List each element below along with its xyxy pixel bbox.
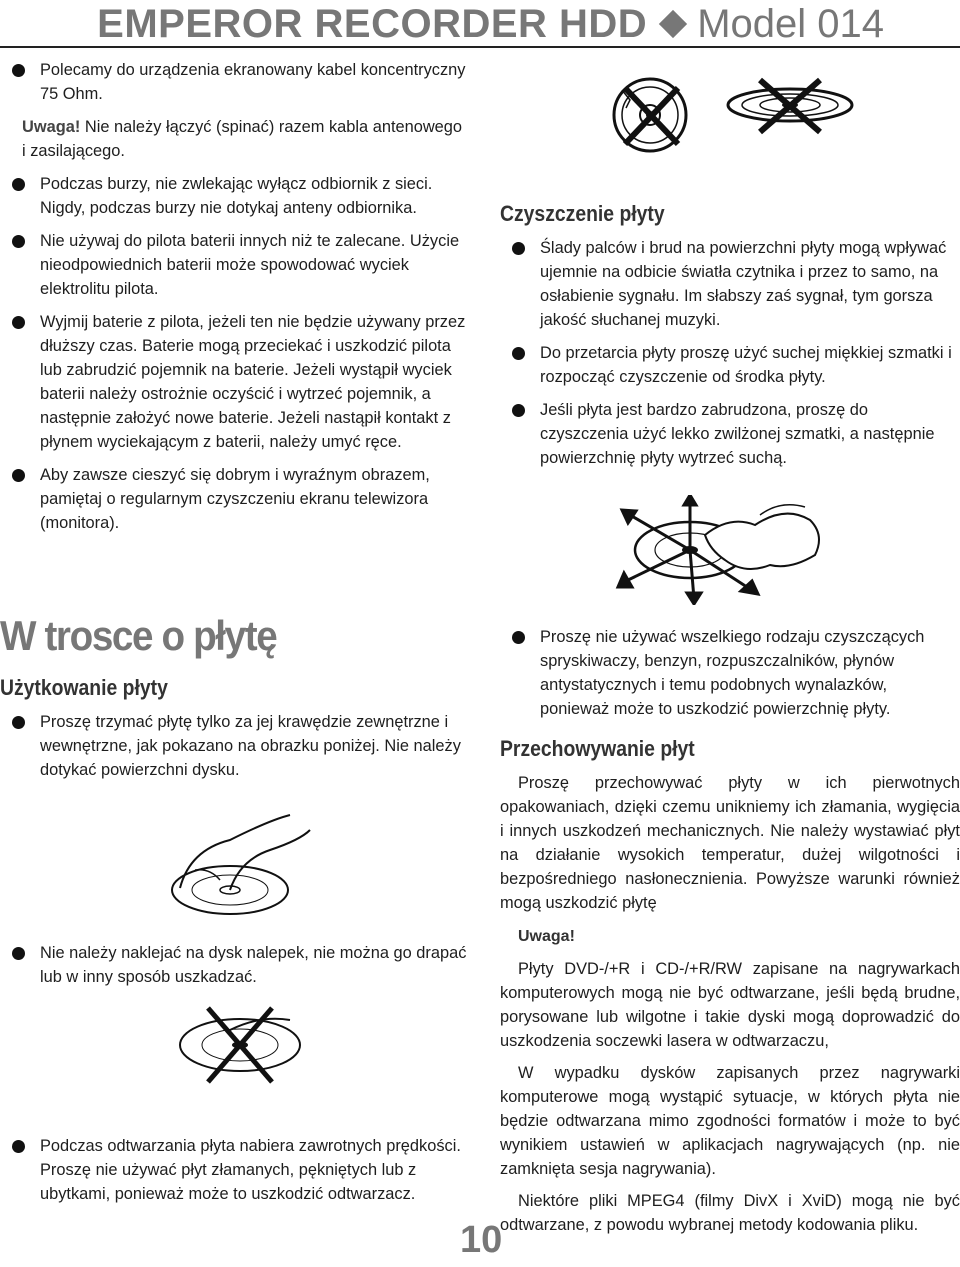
- safety-notes: [0, 58, 470, 544]
- brand-name: EMPEROR RECORDER HDD: [97, 2, 648, 46]
- hand-holding-disc-illustration: [160, 810, 320, 920]
- warning-label: Uwaga!: [22, 118, 81, 136]
- mpeg4-paragraph: Niektóre pliki MPEG4 (filmy DivX i XviD) mogą nie być odtwarzane, z powodu wybranej metody kodowania pliku.: [500, 1192, 960, 1234]
- warped-disc-icon: [728, 80, 852, 132]
- list-item: Podczas odtwarzania płyta nabiera zawrotnych prędkości. Proszę nie używać płyt złamanych, pękniętych lub z ubytkami, ponieważ może to uszkodzić odtwarzacz.: [0, 1134, 470, 1206]
- usage-title: Użytkowanie płyty: [0, 675, 168, 700]
- list-item: Aby zawsze cieszyć się dobrym i wyraźnym obrazem, pamiętaj o regularnym czyszczeniu ekranu telewizora (monitora).: [0, 463, 470, 535]
- cleaning-section: [500, 200, 960, 479]
- warning-label: Uwaga!: [518, 928, 575, 945]
- list-item: Jeśli płyta jest bardzo zabrudzona, proszę do czyszczenia użyć lekko zwilżonej szmatki, a następnie powierzchnię płyty wytrzeć suchą.: [500, 398, 960, 470]
- list-item: Proszę nie używać wszelkiego rodzaju czyszczących spryskiwaczy, benzyn, rozpuszczalników, płynów antystatycznych i temu podobnych wynalazków, ponieważ może to uszkodzić powierzchnię płyty.: [500, 625, 960, 721]
- disc-care-title: W trosce o płytę: [0, 612, 277, 659]
- storage-paragraph: Proszę przechowywać płyty w ich pierwotnych opakowaniach, dzięki czemu unikniemy ich złamania, wygięcia i innych uszkodzeń mechanicznych. Nie należy wystawiać płyt na działanie wysokich temperatur, dużej wilgotności i bezpośredniego nasłonecznienia. Powyższe warunki również mogą uszkodzić płytę: [500, 774, 960, 912]
- do-not-bend-disc-illustration: [600, 70, 860, 160]
- storage-title: Przechowywanie płyt: [500, 736, 695, 761]
- list-item: Proszę trzymać płytę tylko za jej krawędzie zewnętrzne i wewnętrzne, jak pokazano na obrazku poniżej. Nie należy dotykać powierzchni dysku.: [0, 710, 470, 782]
- recorded-disc-paragraph: W wypadku dysków zapisanych przez nagrywarki komputerowe mogą wystąpić sytuacje, w których płyta nie będzie odtwarzana mimo zgodności formatów i może to być wynikiem ustawień w aplikacjach nagrywających (np. nie zamknięta sesja nagrywania).: [500, 1064, 960, 1178]
- page-number: 10: [460, 1219, 503, 1261]
- list-item: Nie używaj do pilota baterii innych niż te zalecane. Użycie nieodpowiednich baterii może spowodować wyciek elektrolitu pilota.: [0, 229, 470, 301]
- list-item: Do przetarcia płyty proszę użyć suchej miękkiej szmatki i rozpocząć czyszczenie od środka płyty.: [500, 341, 960, 389]
- diamond-icon: [659, 10, 687, 38]
- warning-paragraph: Płyty DVD-/+R i CD-/+R/RW zapisane na nagrywarkach komputerowych mogą nie być odtwarzane, jeśli będą brudne, porysowane lub wilgotne i takie dyski mogą doprowadzić do uszkodzenia soczewki lasera w odtwarzaczu,: [500, 960, 960, 1050]
- storage-section: [500, 625, 960, 1245]
- list-item: Polecamy do urządzenia ekranowany kabel koncentryczny 75 Ohm.: [0, 58, 470, 106]
- list-item: Ślady palców i brud na powierzchni płyty mogą wpływać ujemnie na odbicie światła czytnika i przez to samo, na osłabienie sygnału. Im słabszy zaś sygnał, tym gorsza jakość słuchanej muzyki.: [500, 236, 960, 332]
- list-item: Nie należy naklejać na dysk nalepek, nie można go drapać lub w inny sposób uszkadzać.: [0, 941, 470, 989]
- list-item: Wyjmij baterie z pilota, jeżeli ten nie będzie używany przez dłuższy czas. Baterie mogą przeciekać i uszkodzić pilota lub zabrudzić pojemnik na baterie. Jeżeli wystąpił wyciek baterii należy ostrożnie oczyścić i wytrzeć pojemnik, a następnie założyć nowe baterie. Jeżeli nastąpił kontakt z płynem wyciekającym z baterii, należy umyć ręce.: [0, 310, 470, 454]
- no-sticker-disc-illustration: [160, 1000, 320, 1090]
- model-name: Model 014: [697, 2, 884, 46]
- disc-cleaning-illustration: [610, 495, 830, 605]
- header-title: [97, 2, 884, 46]
- cracked-disc-icon: [614, 79, 686, 151]
- cable-warning: [0, 115, 470, 163]
- cleaning-title: Czyszczenie płyty: [500, 201, 665, 226]
- warning-text: Nie należy łączyć (spinać) razem kabla antenowego i zasilającego.: [22, 118, 463, 160]
- list-item: Podczas burzy, nie zwlekając wyłącz odbiornik z sieci. Nigdy, podczas burzy nie dotykaj anteny odbiornika.: [0, 172, 470, 220]
- page-header: [0, 0, 960, 48]
